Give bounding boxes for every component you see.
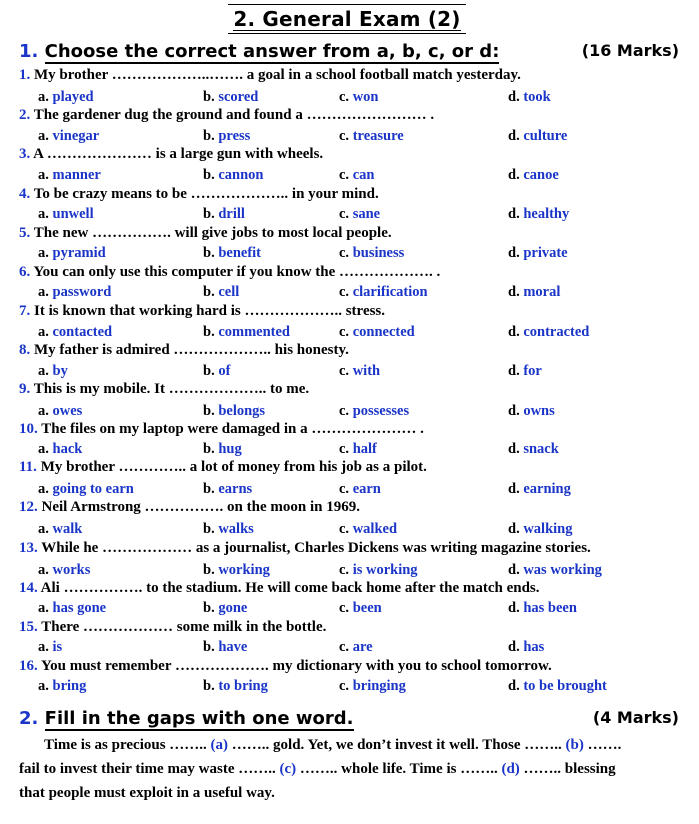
option-d[interactable] [508,89,551,106]
question-number: 11. [19,459,37,475]
question-number: 15. [19,619,38,635]
option-a[interactable] [38,521,82,538]
option-d[interactable] [508,678,607,695]
question-8 [19,342,349,359]
option-text: walked [352,521,398,537]
option-c[interactable] [339,167,374,184]
question-number: 12. [19,499,38,515]
question-3 [19,146,323,163]
option-text: press [218,128,251,144]
option-letter: a. [38,324,53,340]
option-text: commented [218,324,290,340]
option-text: is [52,639,63,655]
question-15 [19,619,326,636]
question-number: 13. [19,540,38,556]
option-d[interactable] [508,128,567,145]
option-a[interactable] [38,324,112,341]
option-letter: d. [508,206,524,222]
option-text: been [352,600,382,616]
option-a[interactable] [38,363,68,380]
paragraph-text: Time is as precious …….. [44,737,211,753]
options-row [0,562,699,581]
option-text: bringing [352,678,406,694]
question-text: You must remember ………………. my dictionary with you to school tomorrow. [37,658,552,674]
option-letter: b. [203,441,219,457]
option-b[interactable] [203,562,270,579]
option-text: with [352,363,381,379]
question-11 [19,459,427,476]
option-letter: d. [508,562,524,578]
gap-label[interactable]: (a) [210,737,229,753]
option-text: benefit [218,245,262,261]
option-c[interactable] [339,206,380,223]
option-text: earns [218,481,253,497]
option-c[interactable] [339,324,415,341]
option-c[interactable] [339,678,406,695]
question-text: While he ……………… as a journalist, Charles Dickens was writing magazine stories. [37,540,591,556]
option-text: password [52,284,112,300]
options-row [0,403,699,422]
option-text: bring [52,678,87,694]
question-text: The files on my laptop were damaged in a ………………… . [37,421,424,437]
option-text: pyramid [52,245,106,261]
option-text: can [352,167,375,183]
option-letter: c. [339,167,353,183]
question-number: 8. [19,342,31,358]
option-d[interactable] [508,639,544,656]
question-number: 14. [19,580,38,596]
option-letter: c. [339,245,353,261]
option-c[interactable] [339,403,409,420]
option-text: has [523,639,545,655]
question-number: 3. [19,146,31,162]
question-4 [19,186,379,203]
option-text: cannon [218,167,264,183]
option-letter: c. [339,481,353,497]
option-letter: c. [339,521,353,537]
section1-number: 1. [19,41,39,62]
option-text: has gone [52,600,107,616]
option-text: culture [523,128,568,144]
option-text: is working [352,562,418,578]
option-b[interactable] [203,600,247,617]
option-letter: b. [203,481,219,497]
option-text: drill [218,206,245,222]
option-letter: b. [203,206,219,222]
options-row [0,245,699,264]
question-text: My brother ………………..……. a goal in a school football match yesterday. [30,67,521,83]
option-b[interactable] [203,363,230,380]
question-text: My brother ………….. a lot of money from his job as a pilot. [36,459,427,475]
option-c[interactable] [339,481,381,498]
option-b[interactable] [203,403,265,420]
section2-heading [19,708,679,732]
option-b[interactable] [203,167,263,184]
option-letter: d. [508,128,524,144]
question-text: A ………………… is a large gun with wheels. [30,146,324,162]
section2-marks: (4 Marks) [592,708,679,727]
question-10 [19,421,424,438]
option-letter: b. [203,284,219,300]
options-row [0,639,699,658]
option-letter: d. [508,245,524,261]
option-d[interactable] [508,206,569,223]
question-number: 7. [19,303,31,319]
option-text: walk [52,521,83,537]
paragraph-line-1 [44,737,621,754]
option-text: cell [218,284,240,300]
option-text: healthy [523,206,570,222]
paragraph-text: …….. whole life. Time is …….. [296,761,502,777]
option-letter: c. [339,678,353,694]
question-12 [19,499,360,516]
option-letter: d. [508,363,524,379]
question-text: This is my mobile. It ……………….. to me. [30,381,310,397]
option-text: clarification [352,284,428,300]
option-c[interactable] [339,521,397,538]
gap-label[interactable]: (b) [565,737,584,753]
option-text: half [352,441,377,457]
option-text: moral [523,284,561,300]
gap-label[interactable]: (d) [501,761,520,777]
option-letter: d. [508,89,524,105]
option-text: works [52,562,91,578]
option-letter: d. [508,403,524,419]
option-text: has been [523,600,577,616]
option-letter: b. [203,324,219,340]
question-text: You can only use this computer if you know the ………………. . [30,264,441,280]
option-a[interactable] [38,128,99,145]
option-text: working [218,562,270,578]
option-c[interactable] [339,441,377,458]
option-a[interactable] [38,639,62,656]
question-text: The new ……………. will give jobs to most local people. [30,225,392,241]
paragraph-text: fail to invest their time may waste …….. [19,761,280,777]
option-text: earn [352,481,381,497]
option-letter: c. [339,600,353,616]
option-text: owns [523,403,555,419]
option-letter: c. [339,562,353,578]
option-letter: a. [38,284,53,300]
option-letter: a. [38,521,53,537]
option-text: have [218,639,248,655]
question-number: 9. [19,381,31,397]
option-b[interactable] [203,284,239,301]
option-letter: d. [508,324,524,340]
question-16 [19,658,552,675]
option-text: won [352,89,379,105]
option-text: unwell [52,206,94,222]
option-a[interactable] [38,245,106,262]
option-letter: c. [339,403,353,419]
question-number: 16. [19,658,38,674]
option-letter: c. [339,324,353,340]
option-letter: a. [38,167,53,183]
option-a[interactable] [38,481,134,498]
option-letter: a. [38,600,53,616]
paragraph-text: …….. gold. Yet, we don’t invest it well. Those …….. [228,737,566,753]
option-d[interactable] [508,562,602,579]
option-d[interactable] [508,324,589,341]
option-text: for [523,363,542,379]
option-letter: a. [38,128,53,144]
options-row [0,206,699,225]
option-a[interactable] [38,284,111,301]
option-a[interactable] [38,167,101,184]
option-text: gone [218,600,248,616]
question-number: 1. [19,67,31,83]
option-text: treasure [352,128,404,144]
options-row [0,441,699,460]
option-d[interactable] [508,403,555,420]
option-text: connected [352,324,415,340]
option-d[interactable] [508,600,577,617]
option-a[interactable] [38,206,94,223]
option-letter: b. [203,245,219,261]
option-letter: b. [203,562,219,578]
question-number: 2. [19,107,31,123]
option-b[interactable] [203,521,254,538]
paragraph-text: ……. [583,737,622,753]
option-text: by [52,363,68,379]
option-letter: b. [203,403,219,419]
option-b[interactable] [203,441,242,458]
option-text: are [352,639,373,655]
option-text: contacted [52,324,113,340]
option-text: of [218,363,231,379]
option-c[interactable] [339,562,418,579]
question-2 [19,107,434,124]
option-b[interactable] [203,324,290,341]
option-text: to bring [218,678,268,694]
option-letter: c. [339,639,353,655]
question-number: 5. [19,225,31,241]
option-letter: b. [203,89,219,105]
options-row [0,128,699,147]
question-number: 6. [19,264,31,280]
option-letter: d. [508,284,524,300]
option-d[interactable] [508,481,571,498]
option-letter: d. [508,167,524,183]
option-c[interactable] [339,89,378,106]
option-text: private [523,245,568,261]
option-letter: c. [339,363,353,379]
option-text: owes [52,403,83,419]
section2-title: Fill in the gaps with one word. [44,708,354,729]
option-text: going to earn [52,481,134,497]
option-text: belongs [218,403,266,419]
option-b[interactable] [203,89,258,106]
question-5 [19,225,392,242]
option-d[interactable] [508,284,560,301]
option-text: business [352,245,405,261]
option-letter: c. [339,284,353,300]
option-letter: b. [203,521,219,537]
options-row [0,521,699,540]
exam-title-box [228,4,466,34]
option-letter: c. [339,441,353,457]
question-7 [19,303,385,320]
option-text: hug [218,441,242,457]
question-9 [19,381,309,398]
option-a[interactable] [38,678,86,695]
option-letter: b. [203,128,219,144]
question-14 [19,580,540,597]
section1-title: Choose the correct answer from a, b, c, or d: [44,41,500,62]
paragraph-text: …….. blessing [519,761,616,777]
option-letter: a. [38,562,53,578]
option-letter: c. [339,89,353,105]
option-a[interactable] [38,562,90,579]
option-text: sane [352,206,381,222]
option-letter: a. [38,363,53,379]
option-c[interactable] [339,245,404,262]
option-letter: b. [203,678,219,694]
option-letter: a. [38,441,53,457]
option-a[interactable] [38,441,82,458]
question-text: Neil Armstrong ……………. on the moon in 1969. [37,499,360,515]
option-text: manner [52,167,101,183]
exam-title: 2. General Exam (2) [233,7,461,31]
option-b[interactable] [203,206,245,223]
option-text: possesses [352,403,410,419]
option-c[interactable] [339,284,428,301]
option-letter: c. [339,128,353,144]
option-letter: d. [508,600,524,616]
option-text: walks [218,521,254,537]
question-number: 4. [19,186,31,202]
option-letter: b. [203,600,219,616]
options-row [0,481,699,500]
option-letter: b. [203,167,219,183]
paragraph-line-2 [19,761,616,778]
option-b[interactable] [203,481,252,498]
gap-label[interactable]: (c) [279,761,297,777]
option-text: vinegar [52,128,100,144]
option-a[interactable] [38,89,94,106]
option-d[interactable] [508,167,559,184]
option-d[interactable] [508,245,568,262]
question-6 [19,264,440,281]
option-letter: a. [38,245,53,261]
option-d[interactable] [508,363,542,380]
option-letter: c. [339,206,353,222]
options-row [0,89,699,108]
question-text: Ali ……………. to the stadium. He will come back home after the match ends. [37,580,540,596]
option-text: to be brought [523,678,607,694]
option-text: earning [523,481,571,497]
option-a[interactable] [38,403,82,420]
option-text: played [52,89,94,105]
option-text: was working [523,562,602,578]
options-row [0,324,699,343]
options-row [0,167,699,186]
option-b[interactable] [203,128,250,145]
option-letter: d. [508,678,524,694]
section1-heading [19,41,679,65]
option-letter: a. [38,89,53,105]
option-text: snack [523,441,559,457]
paragraph-text: that people must exploit in a useful way. [19,785,275,801]
option-letter: d. [508,521,524,537]
section2-number: 2. [19,708,39,729]
option-text: contracted [523,324,590,340]
option-letter: a. [38,639,53,655]
option-text: hack [52,441,83,457]
options-row [0,363,699,382]
options-row [0,284,699,303]
option-letter: d. [508,441,524,457]
option-letter: a. [38,403,53,419]
option-text: scored [218,89,259,105]
section1-marks: (16 Marks) [581,41,679,60]
option-c[interactable] [339,128,404,145]
option-letter: b. [203,639,219,655]
option-c[interactable] [339,639,373,656]
question-1 [19,67,521,84]
options-row [0,600,699,619]
option-letter: a. [38,206,53,222]
option-c[interactable] [339,363,380,380]
option-letter: b. [203,363,219,379]
option-text: walking [523,521,573,537]
option-b[interactable] [203,639,247,656]
option-c[interactable] [339,600,382,617]
question-text: To be crazy means to be ……………….. in your mind. [30,186,379,202]
option-d[interactable] [508,441,559,458]
question-text: The gardener dug the ground and found a …………………… . [30,107,435,123]
question-13 [19,540,591,557]
question-text: There ……………… some milk in the bottle. [37,619,327,635]
question-text: My father is admired ……………….. his honesty. [30,342,349,358]
option-letter: d. [508,481,524,497]
option-a[interactable] [38,600,106,617]
question-number: 10. [19,421,38,437]
option-letter: a. [38,678,53,694]
paragraph-line-3 [19,785,275,802]
option-letter: d. [508,639,524,655]
option-b[interactable] [203,245,261,262]
option-text: canoe [523,167,559,183]
option-d[interactable] [508,521,573,538]
option-letter: a. [38,481,53,497]
option-b[interactable] [203,678,268,695]
options-row [0,678,699,697]
option-text: took [523,89,551,105]
question-text: It is known that working hard is ……………….. stress. [30,303,386,319]
